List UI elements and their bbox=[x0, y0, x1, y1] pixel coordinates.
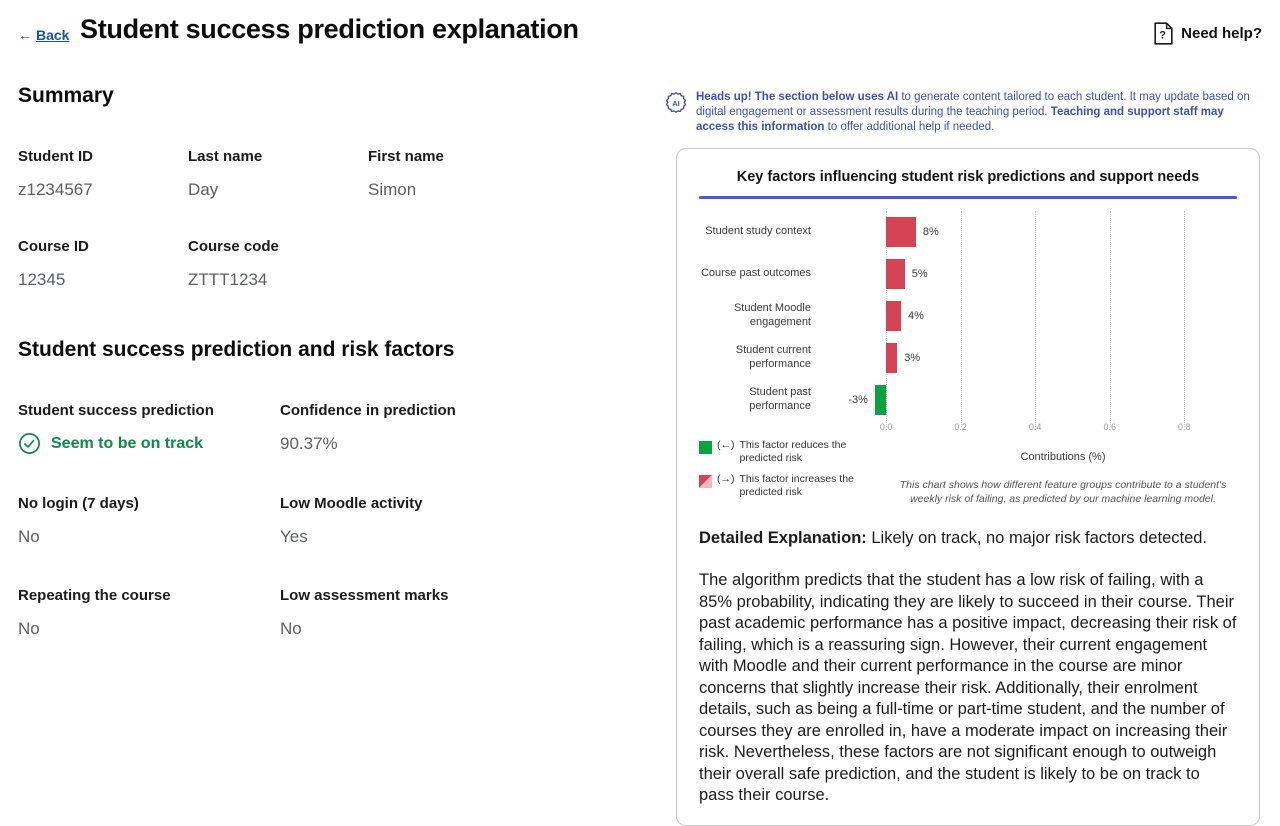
back-label: Back bbox=[36, 27, 70, 43]
status-badge bbox=[18, 432, 280, 455]
explanation-body: The algorithm predicts that the student has a low risk of failing, with a 85% probability, indicating they are likely to succeed in their course. Their past academic performance has a positive impact, decreasing their risk of failing, which is a reassuring sign. However, their current engagement with Moodle and their current performance in the course are minor concerns that slightly increase their risk. Additionally, their enrolment details, such as being a full-time or part-time student, and the number of courses they are enrolled in, have a moderate impact on increasing their risk. Nevertheless, these factors are not significant enough to outweigh their overall safe prediction, and the student is likely to be on track to pass their course. bbox=[699, 571, 1237, 804]
chart-row bbox=[699, 253, 1237, 295]
chart-bar bbox=[886, 343, 897, 373]
chart-value-label: 3% bbox=[904, 352, 921, 364]
detailed-explanation bbox=[699, 528, 1237, 807]
prediction-heading: Student success prediction and risk factors bbox=[18, 338, 455, 361]
legend-label-increases: This factor increases the predicted risk bbox=[739, 473, 854, 499]
field-label: Course code bbox=[188, 238, 279, 255]
prediction-grid bbox=[18, 402, 643, 639]
chart-bar bbox=[886, 301, 901, 331]
field-course-id bbox=[18, 238, 188, 290]
chart-category-label: Student study context bbox=[705, 225, 811, 238]
legend-swatch-green bbox=[699, 441, 712, 454]
field-last-name bbox=[188, 148, 368, 200]
field-no-login bbox=[18, 495, 280, 547]
legend-right-arrow: (→) bbox=[717, 473, 735, 486]
legend-item-increases bbox=[699, 473, 889, 499]
chart-category-label: Student current performance bbox=[735, 344, 811, 370]
explanation-label: Detailed Explanation: bbox=[699, 528, 867, 547]
field-label: No login (7 days) bbox=[18, 495, 139, 512]
back-link[interactable] bbox=[18, 27, 69, 43]
field-label: First name bbox=[368, 148, 444, 165]
status-text: Seem to be on track bbox=[51, 434, 204, 452]
page-title: Student success prediction explanation bbox=[80, 14, 579, 44]
chart-title-rule bbox=[699, 196, 1237, 199]
summary-grid bbox=[18, 148, 643, 290]
field-value: Yes bbox=[280, 527, 308, 546]
field-confidence bbox=[280, 402, 643, 455]
chart-x-ticks: 0.0 0.2 0.4 0.6 0.8 bbox=[879, 422, 1191, 432]
chart-title: Key factors influencing student risk predictions and support needs bbox=[736, 169, 1200, 185]
field-label: Low assessment marks bbox=[280, 587, 449, 604]
chart-bar bbox=[886, 259, 905, 289]
ai-disclaimer bbox=[664, 90, 1264, 136]
check-circle-icon bbox=[18, 432, 41, 455]
ai-badge-icon bbox=[664, 91, 688, 136]
chart-category-label: Student past performance bbox=[749, 386, 811, 412]
chart-rows bbox=[699, 211, 1237, 421]
field-label: Confidence in prediction bbox=[280, 402, 456, 419]
svg-text:?: ? bbox=[1159, 29, 1167, 42]
need-help-label: Need help? bbox=[1181, 25, 1262, 42]
field-value: No bbox=[280, 619, 302, 638]
legend-label-reduces: This factor reduces the predicted risk bbox=[739, 439, 847, 465]
field-label: Last name bbox=[188, 148, 263, 165]
field-course-code bbox=[188, 238, 368, 290]
field-success-prediction bbox=[18, 402, 280, 455]
field-label: Repeating the course bbox=[18, 587, 171, 604]
field-value: 12345 bbox=[18, 270, 66, 289]
chart-x-axis-label: Contributions (%) bbox=[1020, 451, 1106, 463]
ai-explanation-card bbox=[676, 148, 1260, 826]
field-value: z1234567 bbox=[18, 180, 93, 199]
field-value: Simon bbox=[368, 180, 417, 199]
chart-value-label: -3% bbox=[848, 394, 868, 406]
chart-row bbox=[699, 337, 1237, 379]
need-help-button[interactable] bbox=[1154, 22, 1262, 45]
field-repeating-course bbox=[18, 587, 280, 639]
field-value: Day bbox=[188, 180, 219, 199]
field-low-moodle-activity bbox=[280, 495, 643, 547]
field-student-id bbox=[18, 148, 188, 200]
field-value: 90.37% bbox=[280, 434, 338, 453]
chart-bar bbox=[886, 217, 916, 247]
chart-value-label: 4% bbox=[908, 310, 924, 322]
chart-caption: This chart shows how different feature groups contribute to a student's weekly risk of failing, as predicted by our machine learning model. bbox=[899, 479, 1227, 506]
summary-heading: Summary bbox=[18, 84, 114, 107]
field-value: ZTTT1234 bbox=[188, 270, 268, 289]
chart-legend bbox=[699, 439, 889, 508]
legend-left-arrow: (←) bbox=[717, 439, 735, 451]
field-label: Student ID bbox=[18, 148, 93, 165]
field-low-assessment-marks bbox=[280, 587, 643, 639]
svg-text:AI: AI bbox=[672, 99, 680, 108]
explanation-headline bbox=[699, 528, 1237, 550]
chart-row bbox=[699, 379, 1237, 421]
risk-factor-chart bbox=[699, 211, 1237, 508]
field-first-name bbox=[368, 148, 643, 200]
document-question-icon bbox=[1154, 22, 1173, 45]
field-value: No bbox=[18, 527, 40, 546]
chart-row bbox=[699, 295, 1237, 337]
legend-swatch-red bbox=[699, 475, 712, 488]
field-label: Student success prediction bbox=[18, 402, 214, 419]
field-label: Low Moodle activity bbox=[280, 495, 423, 512]
field-label: Course ID bbox=[18, 238, 89, 255]
legend-item-reduces bbox=[699, 439, 889, 465]
back-arrow-icon: ← bbox=[18, 27, 32, 43]
chart-category-label: Course past outcomes bbox=[700, 267, 811, 280]
left-column bbox=[18, 84, 643, 639]
chart-value-label: 8% bbox=[922, 226, 939, 238]
explanation-summary: Likely on track, no major risk factors detected. bbox=[871, 528, 1208, 547]
chart-value-label: 5% bbox=[911, 268, 928, 280]
chart-row bbox=[699, 211, 1237, 253]
chart-bar bbox=[875, 385, 886, 415]
field-value: No bbox=[18, 619, 40, 638]
chart-category-label: Student Moodle engagement bbox=[733, 302, 811, 328]
ai-disclaimer-text: Heads up! The section below uses AI to generate content tailored to each student. It may update based on digital engagement or assessment results during the teaching period. Teaching and support staff may access this information to offer additional help if needed. bbox=[696, 91, 1250, 134]
